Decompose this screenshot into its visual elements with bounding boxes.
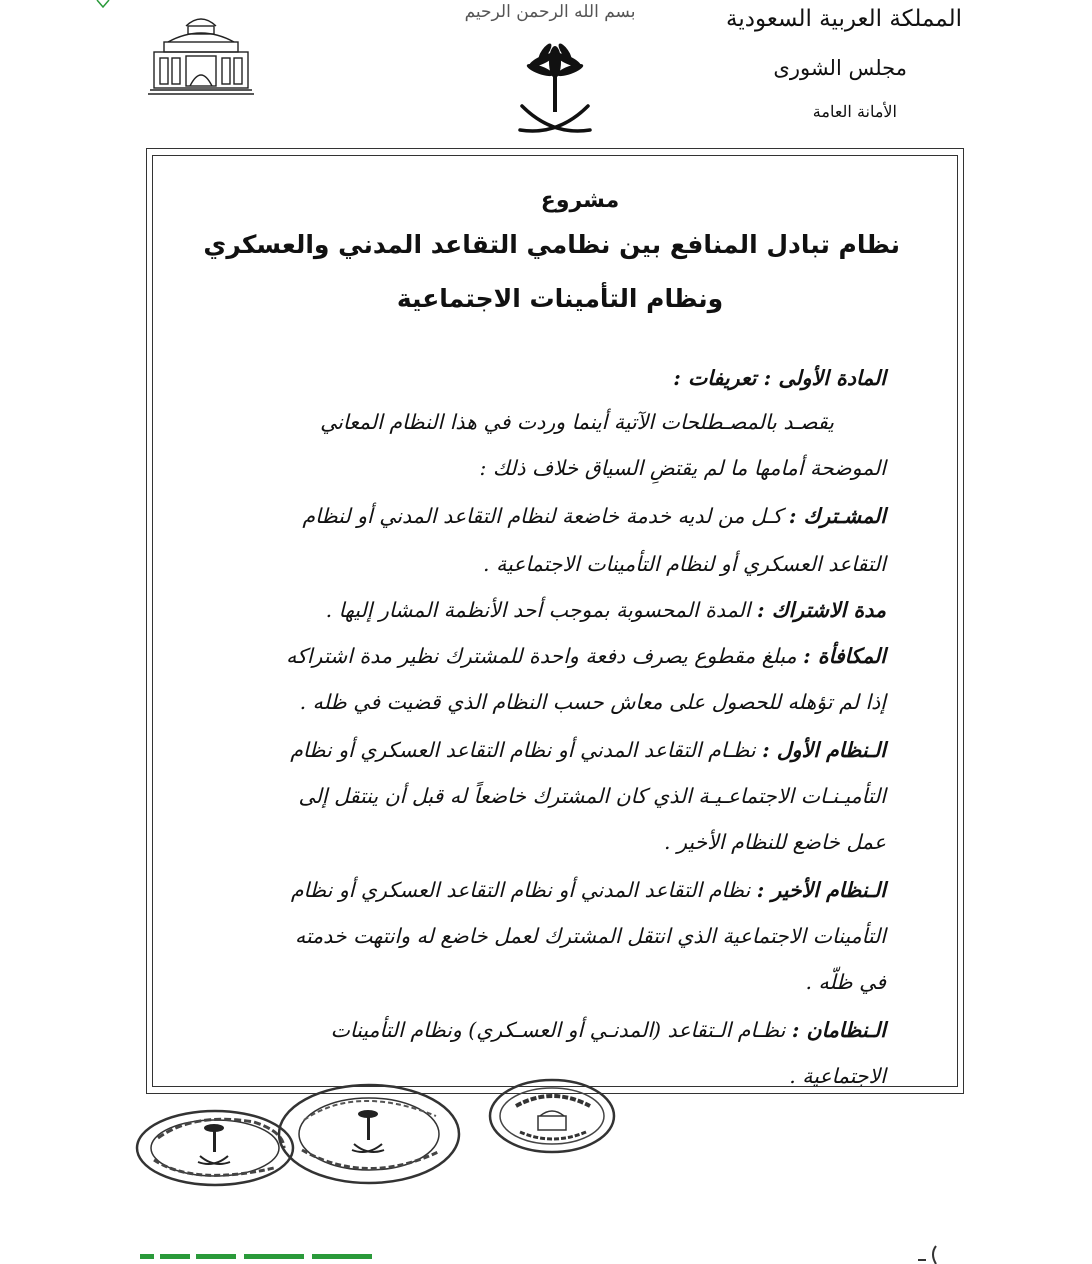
article-heading-text: المادة الأولى : تعريفات : [673, 366, 886, 390]
definition-two-systems-text: نظـام الـتقاعد (المدنـي أو العسـكري) ونظام التأمينات [330, 1018, 786, 1042]
term-first-system: الـنظام الأول : [762, 738, 886, 762]
term-two-systems: الـنظامان : [791, 1018, 886, 1042]
term-subscriber: المشـترك : [788, 504, 886, 528]
corner-mark-icon [96, 0, 110, 8]
article-heading [216, 366, 886, 390]
intro-line-1: يقصـد بالمصـطلحات الآتية أينما وردت في هذا النظام المعاني [320, 410, 834, 434]
footer-mark-icon [140, 1252, 380, 1260]
title-sub: ونظام التأمينات الاجتماعية [396, 284, 724, 313]
term-period: مدة الاشتراك : [757, 598, 886, 622]
definition-period [216, 598, 886, 622]
basmala: بسم الله الرحمن الرحيم [464, 2, 636, 22]
definition-reward-text: مبلغ مقطوع يصرف دفعة واحدة للمشترك نظير مدة اشتراكه [286, 644, 797, 668]
definition-last-system [216, 878, 886, 902]
definition-period-text: المدة المحسوبة بموجب أحد الأنظمة المشار إليها . [325, 598, 751, 622]
term-last-system: الـنظام الأخير : [756, 878, 886, 902]
definition-reward [216, 644, 886, 668]
title-draft: مشروع [540, 188, 620, 213]
definition-last-system-cont-2: في ظلّه . [805, 970, 886, 994]
definition-two-systems [216, 1018, 886, 1042]
stamp-right-council-seal-icon [486, 1076, 618, 1156]
definition-last-system-text: نظام التقاعد المدني أو نظام التقاعد العسكري أو نظام [290, 878, 751, 902]
definition-reward-cont: إذا لم تؤهله للحصول على معاش حسب النظام الذي قضيت في ظله . [299, 690, 886, 714]
definition-first-system-text: نظـام التقاعد المدني أو نظام التقاعد العسكري أو نظام [290, 738, 756, 762]
term-reward: المكافأة : [803, 644, 886, 668]
definition-first-system-cont-2: عمل خاضع للنظام الأخير . [664, 830, 886, 854]
definition-first-system-cont-1: التأميـنـات الاجتماعـيـة الذي كان المشترك خاضعاً له قبل أن ينتقل إلى [298, 784, 886, 808]
definition-subscriber-text: كـل من لديه خدمة خاضعة لنظام التقاعد المدني أو لنظام [302, 504, 783, 528]
stamp-left-seal-icon [134, 1108, 296, 1188]
definition-last-system-cont-1: التأمينات الاجتماعية الذي انتقل المشترك لعمل خاضع له وانتهت خدمته [294, 924, 886, 948]
council-building-logo-icon [148, 12, 254, 96]
definition-first-system [216, 738, 886, 762]
palm-swords-emblem-icon [512, 40, 598, 140]
council-name: مجلس الشورى [773, 56, 907, 80]
definition-two-systems-cont: الاجتماعية . [789, 1064, 886, 1088]
footer-right-mark-icon [916, 1244, 946, 1264]
intro-line-2: الموضحة أمامها ما لم يقتضِ السياق خلاف ذلك : [479, 456, 886, 480]
stamp-middle-seal-icon [276, 1082, 462, 1186]
definition-subscriber [216, 504, 886, 528]
definition-subscriber-cont: التقاعد العسكري أو لنظام التأمينات الاجتماعية . [483, 552, 886, 576]
secretariat-name: الأمانة العامة [812, 102, 897, 121]
kingdom-name: المملكة العربية السعودية [726, 6, 962, 32]
title-main: نظام تبادل المنافع بين نظامي التقاعد المدني والعسكري [203, 230, 900, 259]
